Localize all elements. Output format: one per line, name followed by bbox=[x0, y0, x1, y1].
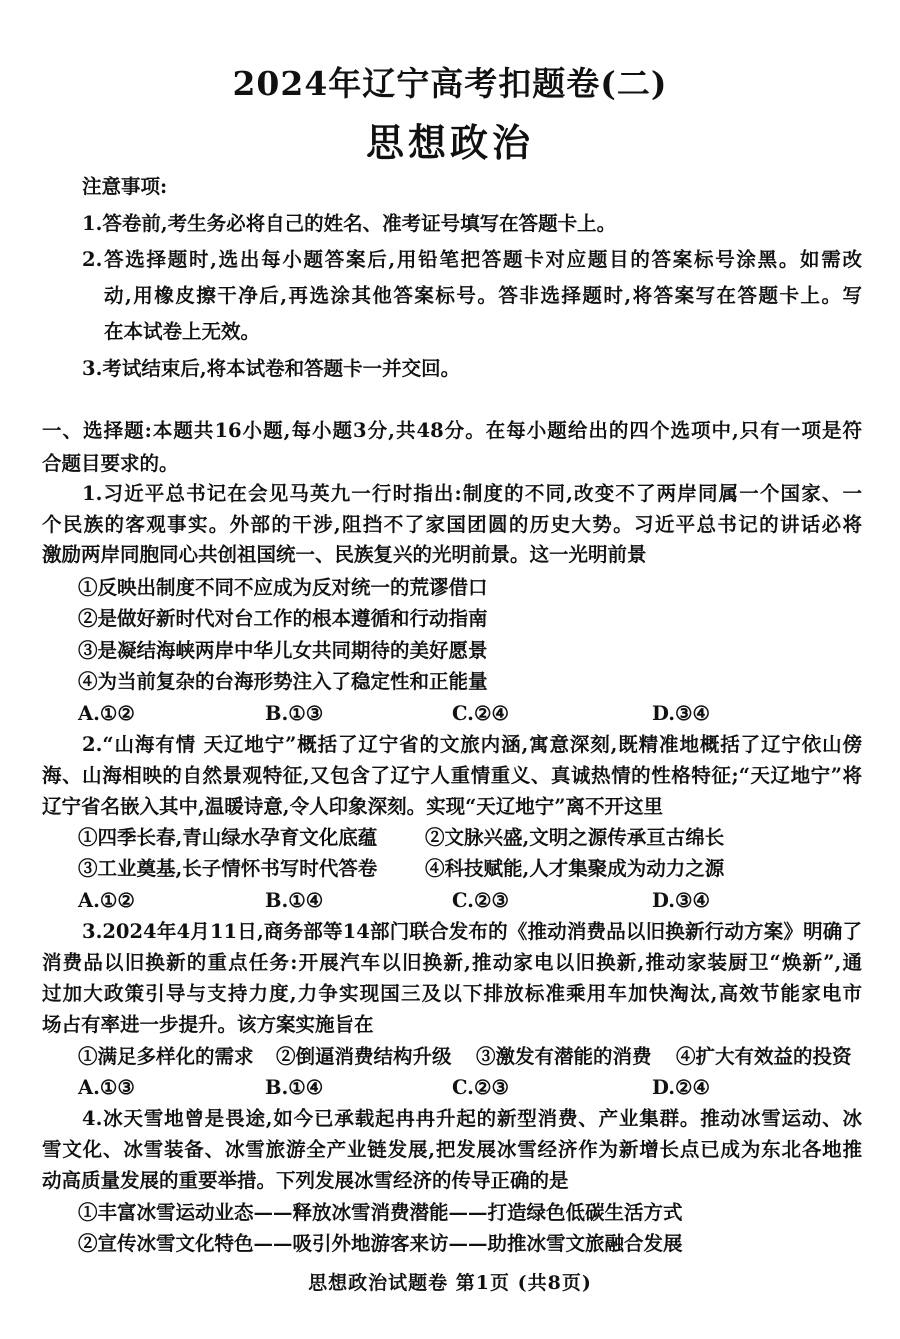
q2-stem-line-1: 2.“山海有情 天辽地宁”概括了辽宁省的文旅内涵,寓意深刻,既精准地概括了辽宁依山傍 bbox=[82, 733, 862, 756]
q1-stem-line-1: 1.习近平总书记在会见马英九一行时指出:制度的不同,改变不了两岸同属一个国家、一 bbox=[82, 482, 862, 505]
subject-title: 思想政治 bbox=[365, 120, 534, 165]
q2-statement-4: ④科技赋能,人才集聚成为动力之源 bbox=[425, 857, 725, 880]
q3-statement-4: ④扩大有效益的投资 bbox=[676, 1045, 852, 1068]
q3-statement-3: ③激发有潜能的消费 bbox=[476, 1045, 652, 1068]
q2-statement-1: ①四季长春,青山绿水孕育文化底蕴 bbox=[78, 826, 378, 849]
section-heading-line-1: 一、选择题:本题共16小题,每小题3分,共48分。在每小题给出的四个选项中,只有一项是符 bbox=[42, 419, 862, 442]
q3-stem-line-2: 消费品以旧换新的重点任务:开展汽车以旧换新,推动家电以旧换新,推动家装厨卫“焕新”,通 bbox=[42, 951, 862, 974]
q2-stem-line-3: 辽宁省名嵌入其中,温暖诗意,令人印象深刻。实现“天辽地宁”离不开这里 bbox=[42, 795, 664, 818]
q4-stem-line-3: 动高质量发展的重要举措。下列发展冰雪经济的传导正确的是 bbox=[42, 1169, 569, 1192]
q1-option-c: C.②④ bbox=[452, 702, 509, 725]
q2-statement-2: ②文脉兴盛,文明之源传承亘古绵长 bbox=[425, 826, 725, 849]
q2-option-d: D.③④ bbox=[652, 889, 710, 912]
q1-option-a: A.①② bbox=[78, 702, 135, 725]
q2-option-c: C.②③ bbox=[452, 889, 509, 912]
notice-item-3: 3.考试结束后,将本试卷和答题卡一并交回。 bbox=[82, 357, 461, 380]
notice-item-2-line-1: 2.答选择题时,选出每小题答案后,用铅笔把答题卡对应题目的答案标号涂黑。如需改 bbox=[82, 248, 862, 271]
q1-stem-line-3: 激励两岸同胞同心共创祖国统一、民族复兴的光明前景。这一光明前景 bbox=[42, 543, 647, 566]
q2-statement-3: ③工业奠基,长子情怀书写时代答卷 bbox=[78, 857, 378, 880]
q1-statement-1: ①反映出制度不同不应成为反对统一的荒谬借口 bbox=[78, 576, 488, 599]
notice-item-1: 1.答卷前,考生务必将自己的姓名、准考证号填写在答题卡上。 bbox=[82, 212, 617, 235]
page-footer: 思想政治试题卷 第1页 (共8页) bbox=[308, 1272, 592, 1294]
q3-option-d: D.②④ bbox=[652, 1076, 710, 1099]
q1-option-b: B.①③ bbox=[265, 702, 324, 725]
notice-item-2-line-2: 动,用橡皮擦干净后,再选涂其他答案标号。答非选择题时,将答案写在答题卡上。写 bbox=[104, 284, 862, 307]
exam-title: 2024年辽宁高考扣题卷(二) bbox=[232, 64, 668, 103]
q4-statement-2: ②宣传冰雪文化特色——吸引外地游客来访——助推冰雪文旅融合发展 bbox=[78, 1232, 683, 1255]
q3-option-a: A.①③ bbox=[78, 1076, 135, 1099]
q3-stem-line-4: 场占有率进一步提升。该方案实施旨在 bbox=[42, 1013, 374, 1036]
section-heading-line-2: 合题目要求的。 bbox=[42, 452, 179, 475]
notice-heading: 注意事项: bbox=[82, 175, 168, 198]
q2-stem-line-2: 海、山海相映的自然景观特征,又包含了辽宁人重情重义、真诚热情的性格特征;“天辽地宁”将 bbox=[42, 764, 862, 787]
q3-option-c: C.②③ bbox=[452, 1076, 509, 1099]
q4-stem-line-2: 雪文化、冰雪装备、冰雪旅游全产业链发展,把发展冰雪经济作为新增长点已成为东北各地推 bbox=[42, 1138, 862, 1161]
q4-stem-line-1: 4.冰天雪地曾是畏途,如今已承载起冉冉升起的新型消费、产业集群。推动冰雪运动、冰 bbox=[82, 1107, 862, 1130]
notice-item-2-line-3: 在本试卷上无效。 bbox=[104, 320, 261, 343]
q2-option-a: A.①② bbox=[78, 889, 135, 912]
q3-stem-line-3: 过加大政策引导与支持力度,力争实现国三及以下排放标准乘用车加快淘汰,高效节能家电市 bbox=[42, 982, 862, 1005]
q3-statement-2: ②倒逼消费结构升级 bbox=[276, 1045, 452, 1068]
q1-statement-3: ③是凝结海峡两岸中华儿女共同期待的美好愿景 bbox=[78, 639, 488, 662]
q1-option-d: D.③④ bbox=[652, 702, 710, 725]
q3-statement-1: ①满足多样化的需求 bbox=[78, 1045, 254, 1068]
q3-option-b: B.①④ bbox=[265, 1076, 324, 1099]
q4-statement-1: ①丰富冰雪运动业态——释放冰雪消费潜能——打造绿色低碳生活方式 bbox=[78, 1201, 683, 1224]
q1-stem-line-2: 个民族的客观事实。外部的干涉,阻挡不了家国团圆的历史大势。习近平总书记的讲话必将 bbox=[42, 513, 862, 536]
q3-stem-line-1: 3.2024年4月11日,商务部等14部门联合发布的《推动消费品以旧换新行动方案》明确了 bbox=[82, 920, 862, 943]
q1-statement-4: ④为当前复杂的台海形势注入了稳定性和正能量 bbox=[78, 670, 488, 693]
q2-option-b: B.①④ bbox=[265, 889, 324, 912]
q1-statement-2: ②是做好新时代对台工作的根本遵循和行动指南 bbox=[78, 607, 488, 630]
